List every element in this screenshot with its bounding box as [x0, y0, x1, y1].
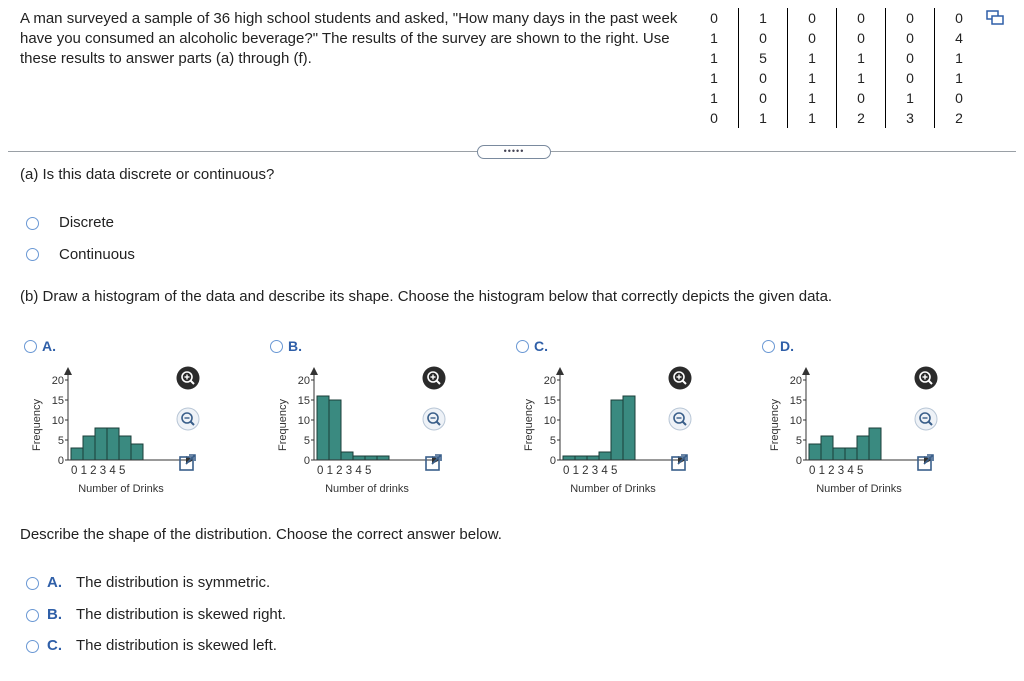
zoom-in-icon[interactable]: [914, 366, 938, 390]
y-tick-label: 20: [789, 375, 802, 387]
histogram-bar: [71, 448, 83, 460]
y-axis-arrow: [802, 367, 810, 375]
histogram-bar: [809, 444, 821, 460]
histogram-bar: [869, 428, 881, 460]
symmetric-radio[interactable]: [26, 577, 39, 590]
y-tick-label: 20: [51, 375, 64, 387]
histogram-a-letter: A.: [42, 338, 56, 354]
y-tick-label: 10: [297, 415, 310, 427]
table-cell: 0: [710, 10, 718, 26]
discrete-radio[interactable]: [26, 217, 39, 230]
zoom-in-icon[interactable]: [176, 366, 200, 390]
table-cell: 1: [788, 88, 837, 108]
table-cell: 1: [710, 70, 718, 86]
table-cell: 1: [935, 68, 984, 88]
histogram-b-letter: B.: [288, 338, 302, 354]
table-cell: 0: [886, 28, 935, 48]
table-cell: 1: [788, 48, 837, 68]
histogram-bar: [317, 396, 329, 460]
table-cell: 0: [710, 110, 718, 126]
table-row: [690, 48, 983, 68]
table-cell: 1: [739, 108, 788, 128]
option-c-letter: C.: [47, 637, 62, 654]
histogram-a: [30, 365, 200, 500]
option-b-letter: B.: [47, 606, 62, 623]
y-tick-label: 5: [795, 435, 802, 447]
continuous-option-label: Continuous: [59, 246, 135, 263]
y-axis-label: Frequency: [277, 399, 289, 451]
table-cell: 0: [739, 68, 788, 88]
table-row: [690, 8, 983, 28]
y-axis-arrow: [64, 367, 72, 375]
y-tick-label: 5: [303, 435, 310, 447]
y-axis-label: Frequency: [31, 399, 43, 451]
y-tick-label: 0: [57, 455, 64, 467]
y-tick-label: 15: [789, 395, 802, 407]
histogram-bar: [95, 428, 107, 460]
skewed-left-radio[interactable]: [26, 640, 39, 653]
histogram-bar: [575, 456, 587, 460]
table-cell: 0: [739, 88, 788, 108]
table-cell: 5: [739, 48, 788, 68]
y-tick-label: 15: [543, 395, 556, 407]
table-cell: 0: [837, 28, 886, 48]
histogram-bar: [119, 436, 131, 460]
y-tick-label: 0: [303, 455, 310, 467]
zoom-in-icon[interactable]: [668, 366, 692, 390]
zoom-in-icon[interactable]: [422, 366, 446, 390]
table-row: [690, 68, 983, 88]
expand-icon[interactable]: [669, 452, 691, 474]
x-tick-labels: 0 1 2 3 4 5: [71, 465, 126, 477]
x-tick-labels: 0 1 2 3 4 5: [317, 465, 372, 477]
table-cell: 1: [710, 90, 718, 106]
histogram-bar: [587, 456, 599, 460]
table-cell: 0: [886, 68, 935, 88]
histogram-bar: [107, 428, 119, 460]
shape-question-label: Describe the shape of the distribution. Choose the correct answer below.: [20, 526, 502, 543]
table-cell: 1: [710, 30, 718, 46]
histogram-bar: [833, 448, 845, 460]
histogram-bar: [857, 436, 869, 460]
x-axis-label: Number of Drinks: [570, 483, 656, 495]
y-tick-label: 10: [789, 415, 802, 427]
histogram-bar: [599, 452, 611, 460]
table-cell: 0: [837, 8, 886, 28]
table-cell: 0: [886, 8, 935, 28]
y-tick-label: 20: [297, 375, 310, 387]
histogram-bar: [821, 436, 833, 460]
histogram-c: [522, 365, 692, 500]
table-cell: 0: [788, 28, 837, 48]
table-row: [690, 88, 983, 108]
y-tick-label: 5: [549, 435, 556, 447]
zoom-out-icon[interactable]: [668, 407, 692, 431]
table-cell: 0: [886, 48, 935, 68]
histogram-c-radio[interactable]: [516, 340, 529, 353]
histogram-bar: [341, 452, 353, 460]
y-tick-label: 15: [51, 395, 64, 407]
table-cell: 1: [837, 68, 886, 88]
histogram-a-radio[interactable]: [24, 340, 37, 353]
x-tick-labels: 0 1 2 3 4 5: [563, 465, 618, 477]
y-axis-arrow: [310, 367, 318, 375]
histogram-d-radio[interactable]: [762, 340, 775, 353]
expand-more-button[interactable]: •••••: [477, 145, 551, 159]
histogram-d: [768, 365, 938, 500]
table-cell: 0: [837, 88, 886, 108]
table-cell: 1: [837, 48, 886, 68]
table-cell: 4: [935, 28, 984, 48]
histogram-bar: [563, 456, 575, 460]
y-tick-label: 10: [51, 415, 64, 427]
y-axis-label: Frequency: [769, 399, 781, 451]
skewed-right-option-label: The distribution is skewed right.: [76, 606, 287, 623]
table-cell: 3: [886, 108, 935, 128]
table-cell: 0: [788, 8, 837, 28]
table-cell: 2: [837, 108, 886, 128]
continuous-radio[interactable]: [26, 248, 39, 261]
x-axis-label: Number of Drinks: [78, 483, 164, 495]
zoom-out-icon[interactable]: [422, 407, 446, 431]
histogram-bar: [365, 456, 377, 460]
y-axis-label: Frequency: [523, 399, 535, 451]
skewed-right-radio[interactable]: [26, 609, 39, 622]
table-row: [690, 28, 983, 48]
table-cell: 1: [788, 68, 837, 88]
table-cell: 0: [739, 28, 788, 48]
histogram-bar: [83, 436, 95, 460]
question-text: A man surveyed a sample of 36 high school students and asked, "How many days in the past week have you consumed an alcoholic beverage?" The results of the survey are shown to the right. Use these results to answer parts (a) through (f).: [20, 10, 678, 67]
histogram-b: [276, 365, 446, 500]
expand-icon[interactable]: [177, 452, 199, 474]
histogram-bar: [377, 456, 389, 460]
histogram-d-letter: D.: [780, 338, 794, 354]
table-cell: 1: [886, 88, 935, 108]
histogram-bar: [845, 448, 857, 460]
zoom-out-icon[interactable]: [914, 407, 938, 431]
copy-icon[interactable]: [986, 10, 1004, 26]
y-tick-label: 0: [795, 455, 802, 467]
survey-data-table: [690, 8, 983, 128]
table-cell: 2: [935, 108, 984, 128]
table-cell: 0: [935, 88, 984, 108]
x-tick-labels: 0 1 2 3 4 5: [809, 465, 864, 477]
y-tick-label: 15: [297, 395, 310, 407]
table-cell: 1: [710, 50, 718, 66]
table-cell: 0: [935, 8, 984, 28]
y-axis-arrow: [556, 367, 564, 375]
x-axis-label: Number of drinks: [325, 483, 409, 495]
y-tick-label: 10: [543, 415, 556, 427]
expand-icon[interactable]: [423, 452, 445, 474]
x-axis-label: Number of Drinks: [816, 483, 902, 495]
table-cell: 1: [788, 108, 837, 128]
part-b-label: (b) Draw a histogram of the data and describe its shape. Choose the histogram below that correctly depicts the given data.: [20, 288, 833, 305]
y-tick-label: 5: [57, 435, 64, 447]
option-a-letter: A.: [47, 574, 62, 591]
histogram-bar: [329, 400, 341, 460]
histogram-b-radio[interactable]: [270, 340, 283, 353]
zoom-out-icon[interactable]: [176, 407, 200, 431]
y-tick-label: 0: [549, 455, 556, 467]
table-cell: 1: [739, 8, 788, 28]
table-row: [690, 108, 983, 128]
discrete-option-label: Discrete: [59, 214, 115, 231]
histogram-bar: [131, 444, 143, 460]
histogram-bar: [623, 396, 635, 460]
histogram-c-letter: C.: [534, 338, 548, 354]
skewed-left-option-label: The distribution is skewed left.: [76, 637, 277, 654]
symmetric-option-label: The distribution is symmetric.: [76, 574, 271, 591]
histogram-bar: [353, 456, 365, 460]
table-cell: 1: [935, 48, 984, 68]
histogram-bar: [611, 400, 623, 460]
expand-icon[interactable]: [915, 452, 937, 474]
part-a-label: (a) Is this data discrete or continuous?: [20, 166, 275, 183]
y-tick-label: 20: [543, 375, 556, 387]
